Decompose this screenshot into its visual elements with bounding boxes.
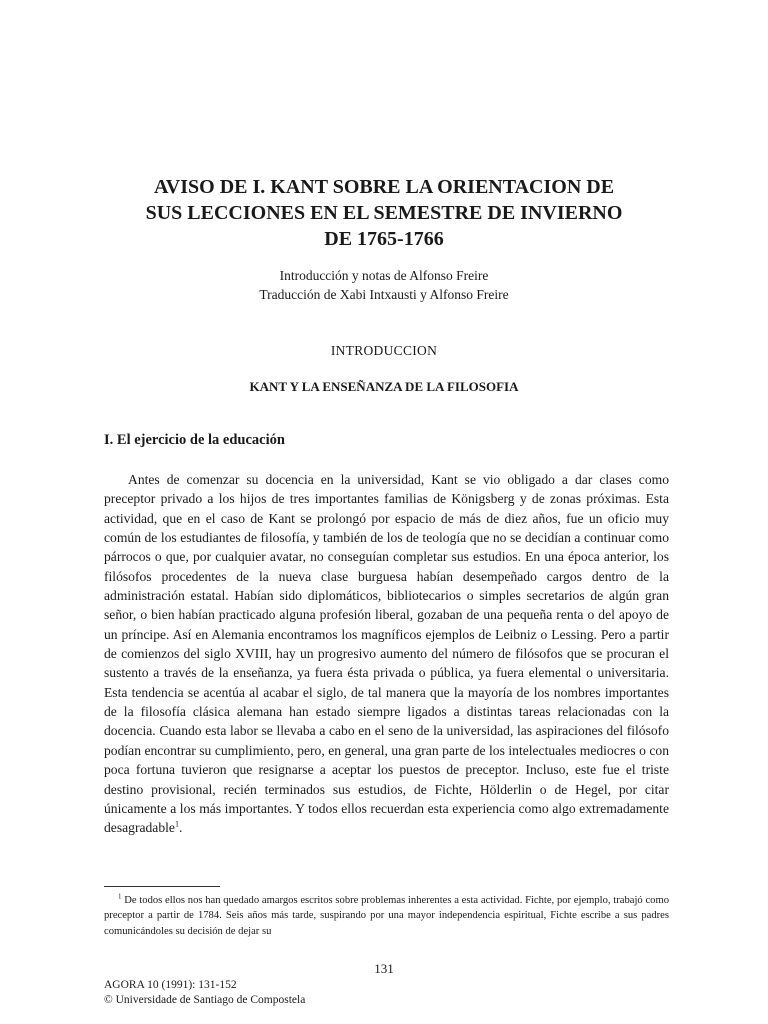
journal-citation: AGORA 10 (1991): 131-152: [104, 979, 237, 991]
translation-credit: Traducción de Xabi Intxausti y Alfonso Freire: [259, 287, 509, 302]
section-heading: I. El ejercicio de la educación: [104, 432, 285, 448]
title-line-1: AVISO DE I. KANT SOBRE LA ORIENTACION DE: [153, 176, 615, 198]
journal-info: [104, 978, 504, 1008]
introduction-credit: Introducción y notas de Alfonso Freire: [279, 268, 489, 283]
journal-copyright: © Universidade de Santiago de Compostela: [104, 994, 306, 1006]
footnote-marker: 1: [118, 892, 122, 901]
page-title: [100, 174, 668, 252]
footnote-divider: [104, 886, 220, 887]
paragraph-text: Antes de comenzar su docencia en la universidad, Kant se vio obligado a dar clases como preceptor privado a los hijos de tres importantes familias de Königsberg y de zonas próximas. Esta actividad, que en el caso de Kant se prolongó por espacio de más de diez años, fue un oficio muy común de los estudiantes de filosofía, y también de los de teología que no se decidían a continuar como párrocos o que, por cualquier avatar, no conseguían completar sus estudios. En una época anterior, los filósofos procedentes de la nueva clase burguesa habían desempeñado cargos dentro de la administración estatal. Habían sido diplomáticos, bibliotecarios o simples secretarios de algún gran señor, o bien habían practicado alguna profesión liberal, gozaban de una pequeña renta o del apoyo de un príncipe. Así en Alemania encontramos los magníficos ejemplos de Leibniz o Lessing. Pero a partir de comienzos del siglo XVIII, hay un progresivo aumento del número de filósofos que se procuran el sustento a través de la enseñanza, ya fuera ésta privada o pública, ya fuera elemental o universitaria. Esta tendencia se acentúa al acabar el siglo, de tal manera que la mayoría de los nombres importantes de la filosofía clásica alemana han estado siempre ligados a distintas tareas relacionadas con la docencia. Cuando esta labor se llevaba a cabo en el seno de la universidad, las aspiraciones del filósofo podían encontrar su cumplimiento, pero, en general, una gran parte de los intelectuales mediocres o con poca fortuna tuvieron que resignarse a aceptar los puestos de preceptor. Incluso, este fue el triste destino provisional, recién terminados sus estudios, de Fichte, Hölderlin o de Hegel, por citar únicamente a los más importantes. Y todos ellos recuerdan esta experiencia como algo extremadamente desagradable: [104, 472, 669, 836]
footnote-text: De todos ellos nos han quedado amargos escritos sobre problemas inherentes a esta actividad. Fichte, por ejemplo, trabajó como preceptor a partir de 1784. Seis años más tarde, suspirando por una mayor independencia espiritual, Fichte escribe a sus padres comunicándoles su decisión de dejar su: [104, 895, 669, 937]
page-number: 131: [374, 961, 394, 976]
title-line-2: SUS LECCIONES EN EL SEMESTRE DE INVIERNO: [145, 202, 623, 224]
footnote: [104, 893, 669, 939]
title-line-3: DE 1765-1766: [324, 228, 444, 250]
footnote-reference: 1: [174, 819, 179, 829]
body-paragraph: Antes de comenzar su docencia en la universidad, Kant se vio obligado a dar clases como preceptor privado a los hijos de tres importantes familias de Königsberg y de zonas próximas. Esta actividad, que en el caso de Kant se prolongó por espacio de más de diez años, fue un oficio muy común de los estudiantes de filosofía, y también de los de teología que no se decidían a continuar como párrocos o que, por cualquier avatar, no conseguían completar sus estudios. En una época anterior, los filósofos procedentes de la nueva clase burguesa habían desempeñado cargos dentro de la administración estatal. Habían sido diplomáticos, bibliotecarios o simples secretarios de algún gran señor, o bien habían practicado alguna profesión liberal, gozaban de una pequeña renta o del apoyo de un príncipe. Así en Alemania encontramos los magníficos ejemplos de Leibniz o Lessing. Pero a partir de comienzos del siglo XVIII, hay un progresivo aumento del número de filósofos que se procuran el sustento a través de la enseñanza, ya fuera ésta privada o pública, ya fuera elemental o universitaria. Esta tendencia se acentúa al acabar el siglo, de tal manera que la mayoría de los nombres importantes de la filosofía clásica alemana han estado siempre ligados a distintas tareas relacionadas con la docencia. Cuando esta labor se llevaba a cabo en el seno de la universidad, las aspiraciones del filósofo podían encontrar su cumplimiento, pero, en general, una gran parte de los intelectuales mediocres o con poca fortuna tuvieron que resignarse a aceptar los puestos de preceptor. Incluso, este fue el triste destino provisional, recién terminados sus estudios, de Fichte, Hölderlin o de Hegel, por citar únicamente a los más importantes. Y todos ellos recuerdan esta experiencia como algo extremadamente desagradable$^1$.: [104, 472, 669, 836]
credits: [100, 266, 668, 304]
subsection-title: KANT Y LA ENSEÑANZA DE LA FILOSOFIA: [249, 379, 519, 394]
section-title: INTRODUCCION: [330, 343, 438, 358]
